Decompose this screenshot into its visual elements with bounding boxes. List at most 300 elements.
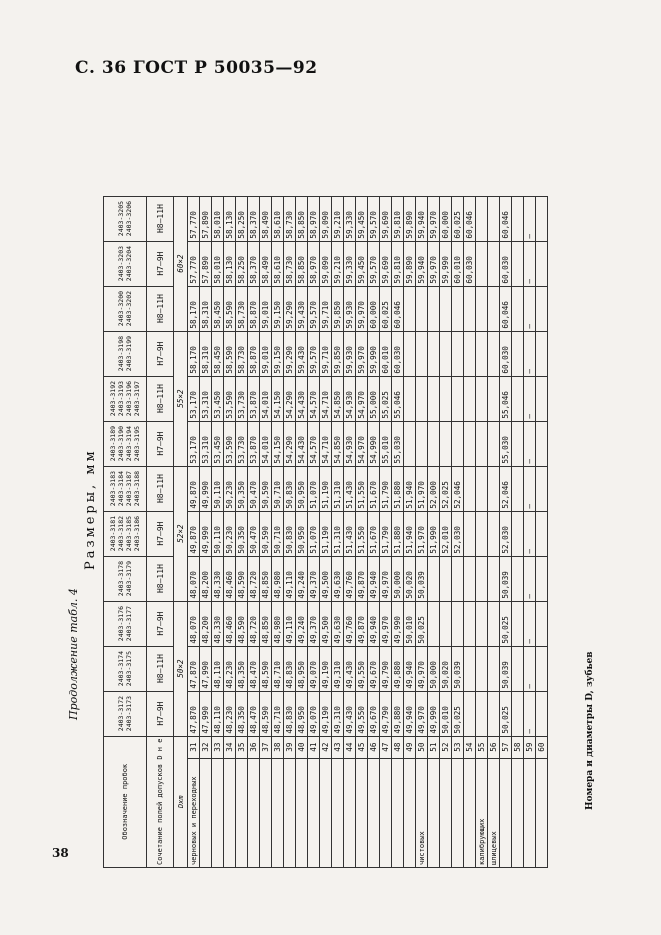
value-cell: 48,460 [224,601,236,646]
row-number: 31 [188,736,200,758]
value-cell: 50,039 [500,556,512,601]
value-cell: 59,850 [332,331,344,376]
value-cell: 49,550 [356,691,368,736]
value-cell: — [524,241,536,286]
value-cell: 51,940 [404,466,416,511]
table-row [188,196,200,867]
value-cell: 48,950 [296,646,308,691]
value-cell: 52,010 [440,511,452,556]
value-cell: 49,940 [368,601,380,646]
value-cell: 51,940 [404,511,416,556]
column-code: 2403-3178 2403-3179 [104,556,147,601]
value-cell: 50,590 [260,466,272,511]
value-cell: 59,990 [368,331,380,376]
value-cell: 48,590 [260,691,272,736]
group-label [428,758,440,867]
value-cell: 52,025 [440,466,452,511]
group-label: черновых и переходных [188,758,200,867]
table-row [248,196,260,867]
value-cell: 50,110 [212,511,224,556]
value-cell [428,556,440,601]
value-cell: 59,850 [332,286,344,331]
value-cell: 50,470 [248,511,260,556]
value-cell: 48,110 [212,646,224,691]
value-cell: 60,010 [380,331,392,376]
value-cell: 49,970 [380,556,392,601]
value-cell: 59,210 [332,241,344,286]
group-label [224,758,236,867]
value-cell [452,376,464,421]
value-cell: 48,470 [248,691,260,736]
value-cell: 60,000 [440,196,452,241]
rotated-table [65,90,600,870]
value-cell [512,286,524,331]
group-label [380,758,392,867]
value-cell: 54,570 [308,421,320,466]
value-cell: 48,070 [188,601,200,646]
row-number: 32 [200,736,212,758]
group-label [308,758,320,867]
value-cell [512,241,524,286]
column-code: 2403-3172 2403-3173 [104,691,147,736]
value-cell: 50,025 [416,601,428,646]
value-cell: 59,090 [320,241,332,286]
value-cell: 59,570 [308,331,320,376]
value-cell: 59,890 [404,241,416,286]
column-code: 2403-3174 2403-3175 [104,646,147,691]
value-cell: 48,830 [284,691,296,736]
value-cell [488,691,500,736]
value-cell [536,196,548,241]
value-cell: 59,970 [428,241,440,286]
value-cell: 51,550 [356,511,368,556]
dxm-label: Dxm [174,736,188,867]
value-cell: 48,110 [212,691,224,736]
value-cell: 58,730 [284,241,296,286]
group-label [200,758,212,867]
row-number: 54 [464,736,476,758]
value-cell: 59,010 [260,286,272,331]
group-label [332,758,344,867]
value-cell: 51,790 [380,466,392,511]
value-cell: 49,310 [332,646,344,691]
column-tolerance: H8—11H [147,196,174,241]
value-cell: 48,710 [272,646,284,691]
value-cell: 49,430 [344,646,356,691]
value-cell [452,331,464,376]
value-cell: 48,590 [236,556,248,601]
value-cell: 53,870 [248,376,260,421]
value-cell: 50,230 [224,511,236,556]
table-row [440,196,452,867]
value-cell: — [524,286,536,331]
value-cell: 60,025 [452,196,464,241]
value-cell: 59,430 [296,331,308,376]
value-cell: 58,970 [308,241,320,286]
value-cell: 59,150 [272,331,284,376]
rotated-table-area [65,90,600,870]
row-number: 45 [356,736,368,758]
value-cell [536,241,548,286]
value-cell: 59,210 [332,196,344,241]
value-cell: 49,310 [332,691,344,736]
value-cell [512,466,524,511]
value-cell [416,286,428,331]
value-cell: 49,240 [296,556,308,601]
value-cell: 48,710 [272,691,284,736]
table-row [380,196,392,867]
table-row [260,196,272,867]
value-cell: 59,940 [416,196,428,241]
value-cell: 55,000 [368,376,380,421]
value-cell: 58,370 [248,241,260,286]
value-cell [464,511,476,556]
table-row [500,196,512,867]
value-cell [428,421,440,466]
value-cell: — [524,691,536,736]
row-number: 60 [536,736,548,758]
value-cell [476,241,488,286]
row-number: 51 [428,736,440,758]
table-row [272,196,284,867]
value-cell: 58,130 [224,241,236,286]
value-cell: 48,070 [188,556,200,601]
value-cell: 54,150 [272,421,284,466]
value-cell [536,421,548,466]
value-cell: 54,930 [344,421,356,466]
value-cell [440,331,452,376]
value-cell: 49,970 [380,601,392,646]
group-label [272,758,284,867]
value-cell [476,421,488,466]
value-cell: 48,350 [236,691,248,736]
table-row [224,196,236,867]
row-number: 35 [236,736,248,758]
value-cell [512,421,524,466]
value-cell: 51,430 [344,511,356,556]
value-cell [476,331,488,376]
value-cell: 57,890 [200,196,212,241]
table-row [344,196,356,867]
value-cell: 48,950 [296,691,308,736]
value-cell: 58,250 [236,241,248,286]
table-row [512,196,524,867]
value-cell: 53,310 [200,421,212,466]
row-number: 53 [452,736,464,758]
column-code: 2403-3189 2403-3190 2403-3194 2403-3195 [104,421,147,466]
table-row [296,196,308,867]
value-cell: — [524,646,536,691]
value-cell [512,691,524,736]
value-cell: 58,590 [224,286,236,331]
value-cell: 49,630 [332,601,344,646]
row-number: 47 [380,736,392,758]
value-cell [464,646,476,691]
value-cell: 51,190 [320,511,332,556]
value-cell [488,421,500,466]
value-cell: 60,046 [464,196,476,241]
value-cell: 50,039 [416,556,428,601]
value-cell: 48,590 [260,646,272,691]
value-cell: 49,550 [356,646,368,691]
value-cell: 51,430 [344,466,356,511]
value-cell: 59,940 [416,241,428,286]
value-cell: 58,490 [260,241,272,286]
value-cell [476,556,488,601]
value-cell: 50,230 [224,466,236,511]
table-row [524,196,536,867]
row-number: 46 [368,736,380,758]
table-row [332,196,344,867]
value-cell [416,376,428,421]
value-cell: 48,850 [260,556,272,601]
value-cell: 59,010 [260,331,272,376]
value-cell: 49,990 [428,691,440,736]
value-cell [404,421,416,466]
column-code: 2403-3181 2403-3182 2403-3185 2403-3186 [104,511,147,556]
value-cell: 54,430 [296,421,308,466]
row-number: 41 [308,736,320,758]
value-cell: 47,990 [200,691,212,736]
value-cell [428,331,440,376]
table-row [284,196,296,867]
row-head-designation: Обозначение пробок [104,736,147,867]
value-cell: — [524,196,536,241]
page-number: 38 [52,846,69,860]
value-cell: 53,590 [224,421,236,466]
value-cell [428,601,440,646]
value-cell [404,331,416,376]
row-number: 52 [440,736,452,758]
value-cell: 57,890 [200,241,212,286]
column-code: 2403-3198 2403-3199 [104,331,147,376]
group-label: калибрующих [476,758,488,867]
value-cell: 49,430 [344,691,356,736]
column-code: 2403-3192 2403-3193 2403-3196 2403-3197 [104,376,147,421]
value-cell: 49,670 [368,646,380,691]
value-cell: 57,770 [188,241,200,286]
value-cell [404,376,416,421]
value-cell [512,646,524,691]
value-cell [476,511,488,556]
value-cell: 48,200 [200,556,212,601]
row-number: 56 [488,736,500,758]
row-number: 36 [248,736,260,758]
row-number: 49 [404,736,416,758]
column-tolerance: H8—11H [147,646,174,691]
value-cell [488,601,500,646]
value-cell: 53,170 [188,376,200,421]
value-cell: — [524,421,536,466]
value-cell: 49,240 [296,601,308,646]
value-cell: 49,970 [416,646,428,691]
value-cell: 58,850 [296,196,308,241]
value-cell: 49,190 [320,646,332,691]
value-cell: 59,930 [344,286,356,331]
column-tolerance: H8—11H [147,466,174,511]
value-cell [440,421,452,466]
row-number: 55 [476,736,488,758]
value-cell: 49,500 [320,601,332,646]
value-cell: 50,039 [452,646,464,691]
row-number: 39 [284,736,296,758]
value-cell: 49,940 [404,691,416,736]
value-cell: — [524,556,536,601]
value-cell: 50,020 [440,646,452,691]
value-cell: 60,030 [500,241,512,286]
value-cell: 58,310 [200,286,212,331]
group-label [284,758,296,867]
value-cell: 48,470 [248,646,260,691]
value-cell: 51,970 [416,511,428,556]
value-cell [452,556,464,601]
group-label [212,758,224,867]
value-cell: 59,890 [404,196,416,241]
value-cell: 52,030 [452,511,464,556]
value-cell [536,556,548,601]
value-cell: 58,590 [224,331,236,376]
value-cell: 59,450 [356,241,368,286]
group-label [368,758,380,867]
row-number: 44 [344,736,356,758]
value-cell: 58,850 [296,241,308,286]
column-code: 2403-3203 2403-3204 [104,241,147,286]
value-cell: 50,950 [296,466,308,511]
value-cell: 54,930 [344,376,356,421]
value-cell: 51,550 [356,466,368,511]
table-row [356,196,368,867]
value-cell: 58,010 [212,196,224,241]
value-cell: 58,730 [284,196,296,241]
table-row [536,196,548,867]
value-cell: 59,090 [320,196,332,241]
group-label [356,758,368,867]
group-label [344,758,356,867]
value-cell: 53,870 [248,421,260,466]
value-cell: 51,970 [416,466,428,511]
table-row [476,196,488,867]
value-cell: 58,870 [248,286,260,331]
value-cell: 59,450 [356,196,368,241]
value-cell [440,556,452,601]
value-cell: 55,010 [380,421,392,466]
value-cell: 59,810 [392,196,404,241]
value-cell: 54,290 [284,421,296,466]
value-cell [464,466,476,511]
value-cell: 58,450 [212,286,224,331]
value-cell: 54,970 [356,421,368,466]
value-cell [404,286,416,331]
value-cell: 54,150 [272,376,284,421]
value-cell: 59,930 [344,331,356,376]
value-cell: 54,850 [332,421,344,466]
value-cell: 58,250 [236,196,248,241]
value-cell [464,601,476,646]
value-cell: 51,880 [392,511,404,556]
row-number: 48 [392,736,404,758]
value-cell [512,511,524,556]
table-row [200,196,212,867]
value-cell: 50,110 [212,466,224,511]
value-cell: 49,110 [284,601,296,646]
value-cell: 50,350 [236,466,248,511]
value-cell [536,511,548,556]
value-cell: 59,570 [368,241,380,286]
value-cell [488,196,500,241]
value-cell [452,601,464,646]
value-cell: 48,590 [236,601,248,646]
value-cell: 49,070 [308,646,320,691]
value-cell: 59,330 [344,241,356,286]
value-cell: 55,025 [380,376,392,421]
value-cell: 51,990 [428,511,440,556]
value-cell: 58,970 [308,196,320,241]
value-cell: 54,970 [356,376,368,421]
column-tolerance: H7—9H [147,421,174,466]
value-cell: 51,070 [308,511,320,556]
value-cell [488,286,500,331]
column-tolerance: H7—9H [147,331,174,376]
value-cell: 51,310 [332,466,344,511]
value-cell: 50,950 [296,511,308,556]
value-cell: 47,990 [200,646,212,691]
value-cell: 52,046 [452,466,464,511]
value-cell: 59,570 [368,196,380,241]
value-cell: 49,870 [356,601,368,646]
value-cell: — [524,331,536,376]
value-cell: 50,010 [404,601,416,646]
value-cell [512,601,524,646]
row-number: 33 [212,736,224,758]
table-row [308,196,320,867]
value-cell: 58,490 [260,196,272,241]
value-cell: 60,030 [500,331,512,376]
value-cell [536,286,548,331]
value-cell: 60,046 [500,196,512,241]
value-cell: 49,790 [380,691,392,736]
value-cell: 59,970 [356,286,368,331]
value-cell: 50,470 [248,466,260,511]
value-cell: 49,370 [308,601,320,646]
value-cell: 58,130 [224,196,236,241]
value-cell [476,286,488,331]
row-number: 34 [224,736,236,758]
value-cell: 58,870 [248,331,260,376]
value-cell: 59,690 [380,196,392,241]
group-label [236,758,248,867]
value-cell: 53,170 [188,421,200,466]
value-cell [416,331,428,376]
column-code: 2403-3205 2403-3206 [104,196,147,241]
value-cell: 53,590 [224,376,236,421]
value-cell: 60,030 [392,331,404,376]
value-cell: 48,720 [248,556,260,601]
value-cell: 54,710 [320,376,332,421]
group-label [524,758,536,867]
value-cell: 60,030 [464,241,476,286]
value-cell: — [524,466,536,511]
group-label [440,758,452,867]
value-cell [536,466,548,511]
value-cell: 59,690 [380,241,392,286]
value-cell: 52,030 [500,511,512,556]
value-cell: 49,370 [308,556,320,601]
row-number: 50 [416,736,428,758]
table-title: Размеры, мм [83,448,98,570]
value-cell: — [524,511,536,556]
value-cell: 58,730 [236,331,248,376]
value-cell: 54,430 [296,376,308,421]
